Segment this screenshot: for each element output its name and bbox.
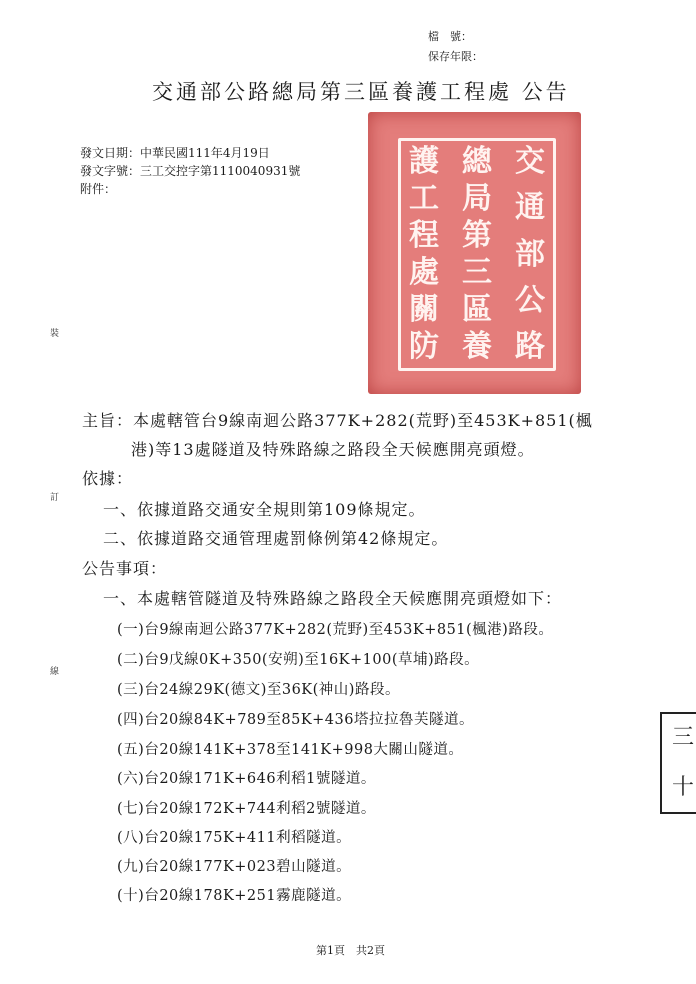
seal-column	[407, 144, 441, 364]
partial-stamp-char: 十	[672, 775, 695, 800]
seal-character: 關	[409, 292, 439, 327]
retention-label: 保存年限：	[428, 50, 483, 63]
subject-line-2: 港)等13處隧道及特殊路線之路段全天候應開亮頭燈。	[131, 440, 535, 459]
notice-list-item: (十)台20線178K+251霧鹿隧道。	[117, 888, 352, 904]
notice-list-item: (三)台24線29K(德文)至36K(神山)路段。	[117, 682, 400, 698]
binding-mark-bottom: 線	[50, 667, 60, 677]
seal-character: 第	[462, 218, 492, 253]
seal-character: 工	[409, 181, 439, 216]
notice-point-1: 一、本處轄管隧道及特殊路線之路段全天候應開亮頭燈如下：	[103, 589, 563, 608]
basis-heading: 依據：	[82, 469, 134, 488]
seal-character: 公	[515, 282, 545, 318]
seal-character: 護	[409, 144, 439, 179]
issue-date: 發文日期：中華民國111年4月19日	[80, 146, 270, 160]
notice-list-item: (七)台20線172K+744利稻2號隧道。	[117, 801, 376, 817]
seal-text	[407, 144, 547, 364]
official-seal	[368, 112, 581, 394]
document-title: 交通部公路總局第三區養護工程處 公告	[152, 80, 570, 104]
seal-character: 養	[462, 329, 492, 364]
page-number: 第1頁 共2頁	[316, 944, 385, 957]
basis-item: 二、依據道路交通管理處罰條例第42條規定。	[103, 529, 449, 548]
notice-list-item: (九)台20線177K+023碧山隧道。	[117, 859, 352, 875]
notice-list-item: (八)台20線175K+411利稻隧道。	[117, 830, 352, 846]
seal-character: 區	[462, 292, 492, 327]
seal-border	[398, 138, 556, 371]
seal-character: 三	[462, 255, 492, 290]
seal-character: 程	[409, 218, 439, 253]
notice-list-item: (四)台20線84K+789至85K+436塔拉拉魯芙隧道。	[117, 712, 474, 728]
seal-character: 總	[462, 144, 492, 179]
basis-item: 一、依據道路交通安全規則第109條規定。	[103, 500, 426, 519]
seal-character: 通	[515, 190, 545, 226]
seal-character: 防	[409, 329, 439, 364]
partial-stamp-char: 三	[672, 725, 695, 750]
seal-character: 路	[515, 329, 545, 364]
notice-list-item: (二)台9戊線0K+350(安朔)至16K+100(草埔)路段。	[117, 652, 480, 668]
seal-character: 處	[409, 255, 439, 290]
binding-mark-top: 裝	[50, 329, 60, 339]
notice-list-item: (一)台9線南迴公路377K+282(荒野)至453K+851(楓港)路段。	[117, 622, 554, 638]
attachment-label: 附件：	[80, 182, 117, 196]
binding-mark-middle: 訂	[50, 493, 60, 503]
seal-character: 部	[515, 236, 545, 272]
notice-list-item: (五)台20線141K+378至141K+998大關山隧道。	[117, 742, 464, 758]
seal-character: 交	[515, 144, 545, 179]
seal-column	[513, 144, 547, 364]
notice-heading: 公告事項：	[82, 559, 168, 578]
subject-line-1: 主旨：本處轄管台9線南迴公路377K+282(荒野)至453K+851(楓	[82, 411, 593, 430]
partial-stamp	[660, 712, 696, 814]
notice-list-item: (六)台20線171K+646利稻1號隧道。	[117, 771, 376, 787]
file-number-label: 檔 號：	[428, 30, 472, 43]
seal-column	[460, 144, 494, 364]
seal-character: 局	[462, 181, 492, 216]
reference-number: 發文字號：三工交控字第1110040931號	[80, 164, 301, 178]
